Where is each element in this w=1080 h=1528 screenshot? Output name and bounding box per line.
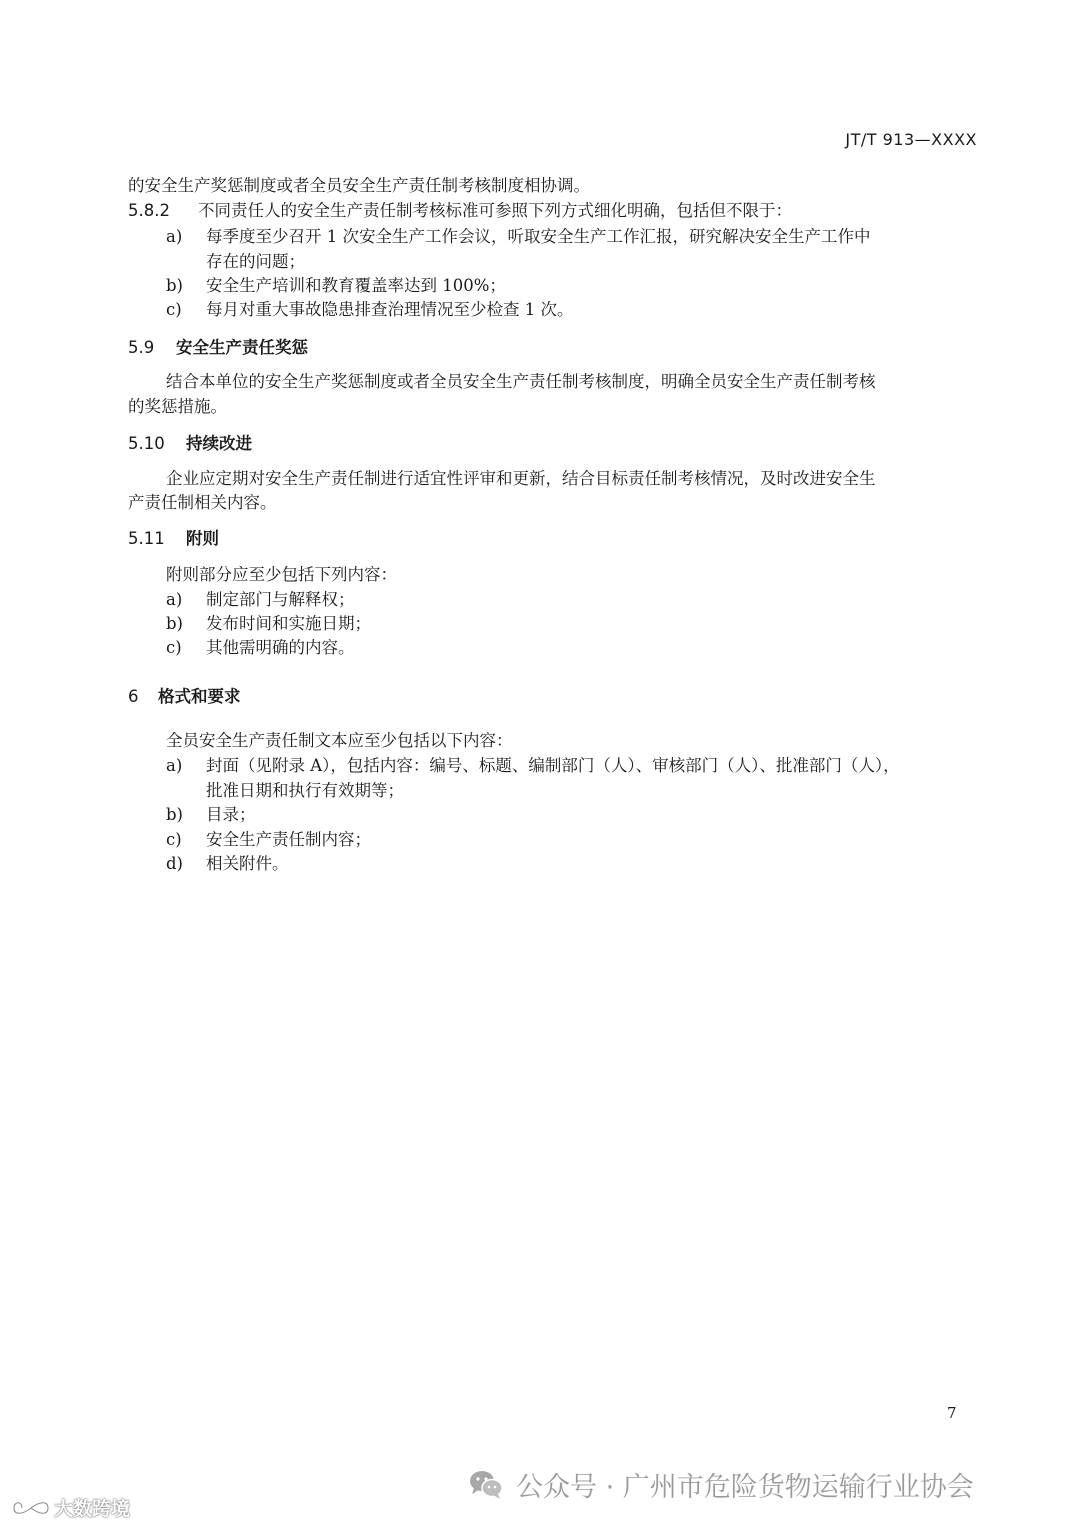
infinity-logo-icon (12, 1496, 50, 1520)
paragraph-line: 企业应定期对安全生产责任制进行适宜性评审和更新，结合目标责任制考核情况，及时改进安全生 (166, 469, 876, 488)
list-item (166, 636, 355, 660)
wechat-icon (468, 1468, 504, 1500)
list-item (166, 852, 289, 876)
wechat-watermark (468, 1464, 974, 1504)
list-item-text: 制定部门与解释权； (206, 590, 355, 609)
list-item-text: 相关附件。 (206, 854, 289, 873)
section-number: 5.11 (128, 529, 165, 548)
section-title: 附则 (186, 529, 219, 548)
list-item (166, 612, 371, 636)
list-item-text: 其他需明确的内容。 (206, 638, 355, 657)
standard-code: JT/T 913—XXXX (845, 130, 977, 149)
list-item (166, 588, 355, 612)
section-title: 安全生产责任奖惩 (176, 338, 308, 357)
page-number: 7 (947, 1404, 957, 1422)
list-marker: c) (166, 830, 182, 849)
list-item-continuation: 批准日期和执行有效期等； (206, 781, 404, 800)
list-marker: a) (166, 227, 183, 246)
list-marker: b) (166, 614, 183, 633)
list-item-text: 每月对重大事故隐患排查治理情况至少检查 1 次。 (206, 300, 574, 319)
section-title: 持续改进 (186, 434, 252, 453)
clause-number: 5.8.2 (128, 201, 170, 220)
paragraph-line: 全员安全生产责任制文本应至少包括以下内容： (166, 731, 513, 750)
list-marker: b) (166, 805, 183, 824)
section-heading-5-11 (128, 527, 219, 551)
clause-5-8-2 (128, 199, 792, 223)
paragraph-line: 附则部分应至少包括下列内容： (166, 565, 397, 584)
list-item (166, 754, 900, 778)
list-item-text: 安全生产责任制内容； (206, 830, 371, 849)
corner-logo (12, 1494, 130, 1521)
list-item-text: 目录； (206, 805, 256, 824)
section-number: 5.10 (128, 434, 165, 453)
list-item (166, 828, 371, 852)
paragraph-line: 的奖惩措施。 (128, 397, 227, 416)
list-marker: c) (166, 300, 182, 319)
list-item (166, 274, 506, 298)
list-item-text: 安全生产培训和教育覆盖率达到 100%； (206, 276, 506, 295)
section-number: 6 (128, 687, 139, 706)
list-marker: a) (166, 756, 183, 775)
section-heading-6 (128, 685, 241, 709)
section-number: 5.9 (128, 338, 155, 357)
corner-logo-text: 大数跨境 (54, 1498, 131, 1520)
paragraph-line: 产责任制相关内容。 (128, 493, 277, 512)
list-item-text: 每季度至少召开 1 次安全生产工作会议，听取安全生产工作汇报，研究解决安全生产工作中 (206, 227, 871, 246)
list-item-continuation: 存在的问题； (206, 252, 305, 271)
list-item (166, 803, 256, 827)
paragraph-line: 结合本单位的安全生产奖惩制度或者全员安全生产责任制考核制度，明确全员安全生产责任制考核 (166, 372, 876, 391)
list-item-text: 封面（见附录 A），包括内容：编号、标题、编制部门（人）、审核部门（人）、批准部门（人）， (206, 756, 900, 775)
list-marker: b) (166, 276, 183, 295)
list-marker: d) (166, 854, 183, 873)
section-heading-5-9 (128, 336, 308, 360)
list-item (166, 298, 574, 322)
list-marker: a) (166, 590, 183, 609)
clause-text: 不同责任人的安全生产责任制考核标准可参照下列方式细化明确，包括但不限于： (198, 201, 792, 220)
section-title: 格式和要求 (158, 687, 241, 706)
list-marker: c) (166, 638, 182, 657)
watermark-text: 公众号 · 广州市危险货物运输行业协会 (516, 1471, 974, 1503)
list-item (166, 225, 871, 249)
paragraph-continuation: 的安全生产奖惩制度或者全员安全生产责任制考核制度相协调。 (128, 176, 590, 195)
section-heading-5-10 (128, 432, 252, 456)
list-item-text: 发布时间和实施日期； (206, 614, 371, 633)
